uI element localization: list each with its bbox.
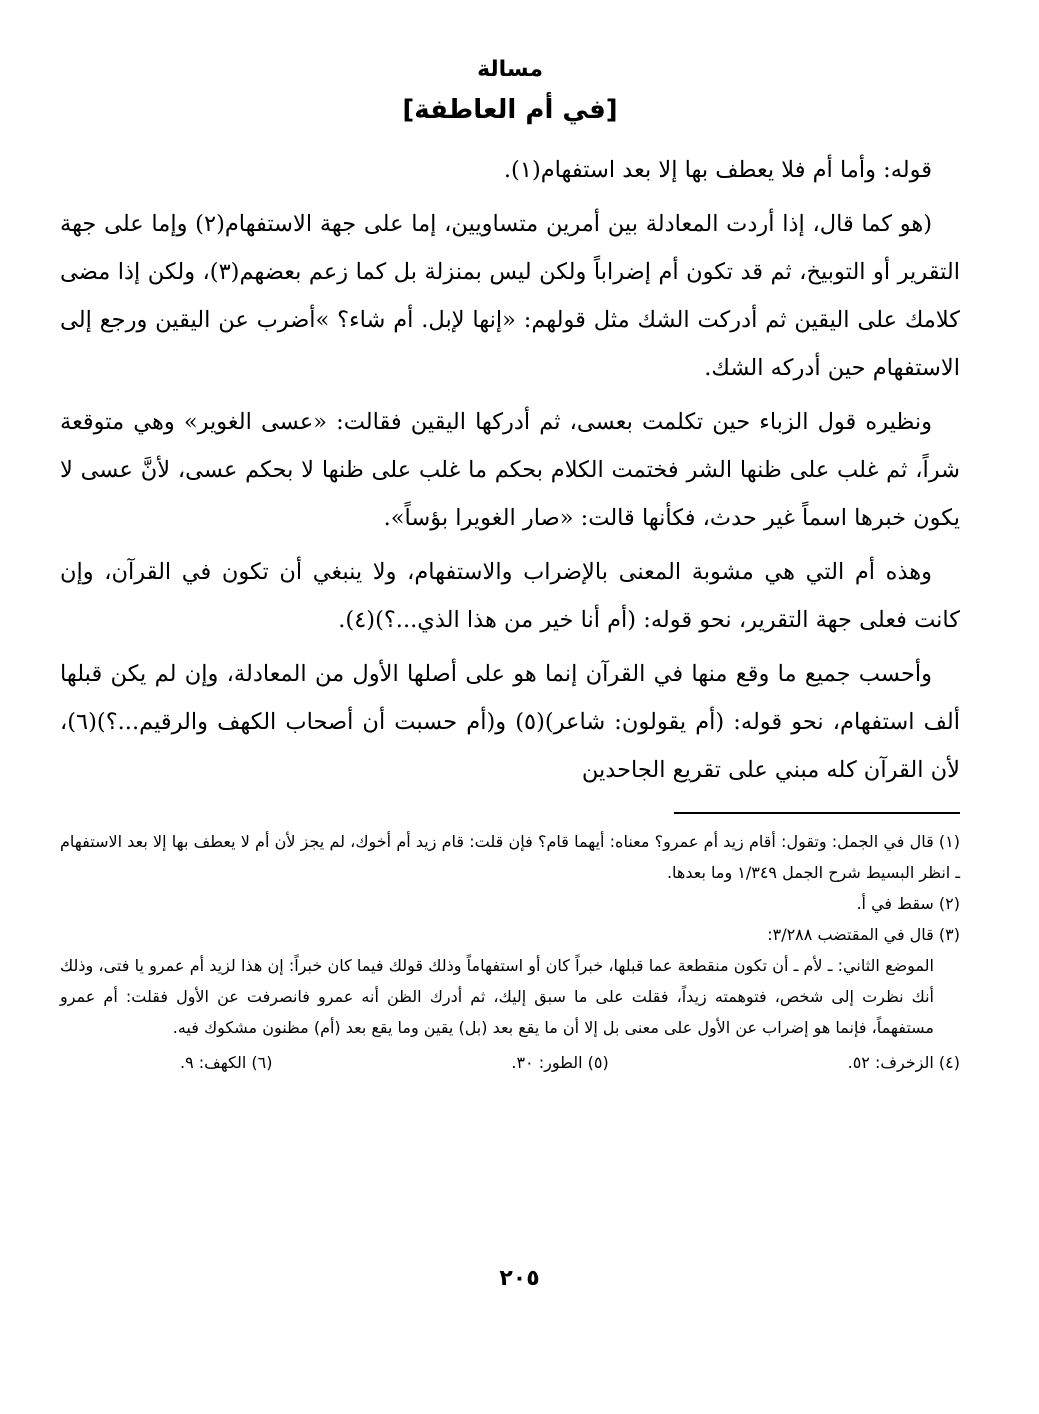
footnote-2: (٢) سقط في أ.	[856, 894, 960, 913]
page-number: ٢٠٥	[499, 1266, 540, 1291]
footnote-3-heading: (٣) قال في المقتضب ٣/٢٨٨:	[767, 925, 960, 944]
footnote-1: (١) قال في الجمل: وتقول: أقام زيد أم عمرو؟ معناه: أيهما قام؟ فإن قلت: قام زيد أم أخوك، لم يجز لأن أم لا يعطف بها إلا بعد الاستفهام ـ انظر البسيط شرح الجمل ١/٣٤٩ وما بعدها.	[60, 832, 960, 882]
footnote-4: (٤) الزخرف: ٥٢.	[847, 1053, 960, 1072]
paragraph-4: وهذه أم التي هي مشوبة المعنى بالإضراب والاستفهام، ولا ينبغي أن تكون في القرآن، وإن كانت فعلى جهة التقرير، نحو قوله: (أم أنا خير من هذا الذي...؟)(٤).	[60, 559, 960, 633]
footnotes	[60, 826, 960, 1078]
document-page	[60, 52, 960, 1382]
paragraph-1: قوله: وأما أم فلا يعطف بها إلا بعد استفهام(١).	[503, 157, 932, 183]
paragraph-5: وأحسب جميع ما وقع منها في القرآن إنما هو على أصلها الأول من المعادلة، وإن لم يكن قبلها ألف استفهام، نحو قوله: (أم يقولون: شاعر)(٥) و(أم حسبت أن أصحاب الكهف والرقيم...؟)(٦)، لأن القرآن كله مبني على تقريع الجاحدين	[60, 661, 960, 783]
paragraph-3: ونظيره قول الزباء حين تكلمت بعسى، ثم أدركها اليقين فقالت: «عسى الغوير» وهي متوقعة شراً، ثم غلب على ظنها الشر فختمت الكلام بحكم ما غلب على ظنها لا بحكم عسى، لأنَّ عسى لا يكون خبرها اسماً غير حدث، فكأنها قالت: «صار الغويرا بؤساً».	[60, 409, 960, 531]
main-text	[60, 146, 960, 794]
footnote-6: (٦) الكهف: ٩.	[180, 1053, 273, 1072]
section-title: مسالة	[477, 57, 543, 82]
footnote-row	[60, 1047, 960, 1078]
footnote-divider	[674, 812, 960, 814]
section-subtitle: [في أم العاطفة]	[402, 95, 618, 125]
paragraph-2: (هو كما قال، إذا أردت المعادلة بين أمرين متساويين، إما على جهة الاستفهام(٢) وإما على جهة التقرير أو التوبيخ، ثم قد تكون أم إضراباً ولكن ليس بمنزلة بل كما زعم بعضهم(٣)، ولكن إذا مضى كلامك على اليقين ثم أدركت الشك مثل قولهم: «إنها لإبل. أم شاء؟ »أضرب عن اليقين ورجع إلى الاستفهام حين أدركه الشك.	[60, 211, 960, 381]
footnote-3-body: الموضع الثاني: ـ لأم ـ أن تكون منقطعة عما قبلها، خبراً كان أو استفهاماً وذلك قولك فيما كان خبراً: إن هذا لزيد أم عمرو يا فتى، وذلك أنك نظرت إلى شخص، فتوهمته زيداً، فقلت على ما سبق إليك، ثم أدرك الظن أنه عمرو فانصرفت عن الأول فقلت: أم عمرو مستفهماً، فإنما هو إضراب عن الأول على معنى بل إلا أن ما يقع بعد (بل) يقين وما يقع بعد (أم) مظنون مشكوك فيه.	[60, 956, 934, 1037]
footnote-5: (٥) الطور: ٣٠.	[511, 1053, 609, 1072]
